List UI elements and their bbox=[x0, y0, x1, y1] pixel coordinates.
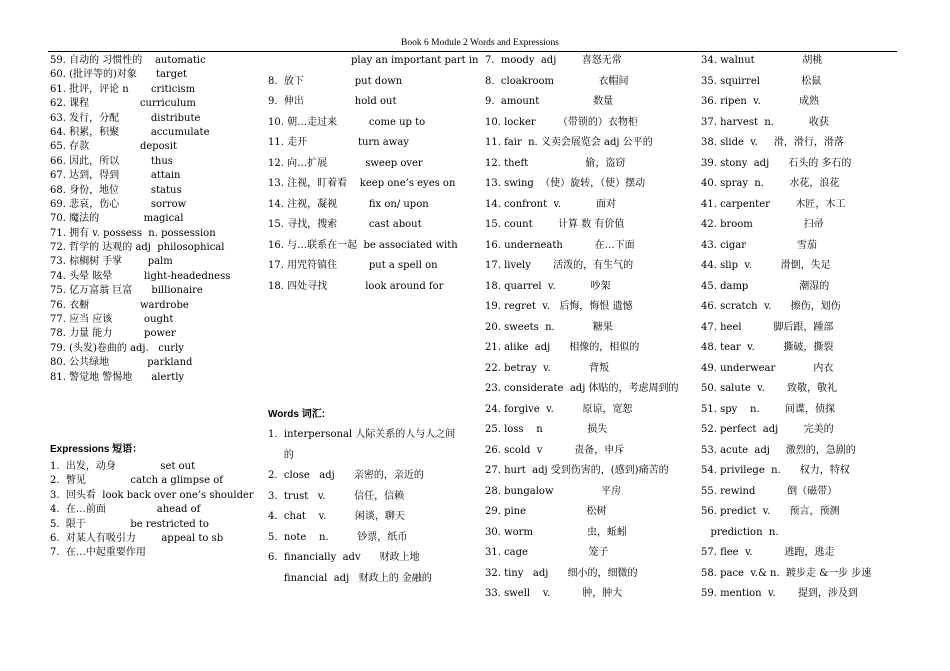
vocab-entry: 36. ripen v. 成熟 bbox=[701, 96, 819, 107]
column-3 bbox=[485, 51, 690, 605]
vocab-entry: 1. interpersonal 人际关系的人与人之间 bbox=[268, 429, 456, 440]
vocab-entry: 60. (批评等的)对象 target bbox=[50, 69, 188, 81]
vocab-entry: 28. bungalow 平房 bbox=[485, 485, 622, 497]
vocab-entry: 77. 应当 应该 ought bbox=[50, 314, 174, 326]
vocab-entry: 14. confront v. 面对 bbox=[485, 198, 617, 210]
expression-list-part-2 bbox=[268, 72, 473, 298]
vocab-entry: 64. 积累，积聚 accumulate bbox=[50, 126, 210, 138]
expression-entry: 5. 限于 be restricted to bbox=[50, 518, 209, 530]
vocab-entry: 79. (头发)卷曲的 adj. curly bbox=[50, 342, 184, 354]
vocab-entry: 39. stony adj 石头的 多石的 bbox=[701, 157, 852, 169]
vocab-entry: 8. cloakroom 衣帽间 bbox=[485, 75, 629, 87]
vocab-entry: 49. underwear 内衣 bbox=[701, 362, 834, 374]
expression-entry: 11. 走开 turn away bbox=[268, 137, 409, 148]
vocab-entry: 56. predict v. 预言，预测 bbox=[701, 506, 840, 517]
vocab-entry: 18. quarrel v. 吵架 bbox=[485, 280, 611, 292]
vocab-entry: 66. 因此，所以 thus bbox=[50, 155, 173, 167]
vocab-entry: 81. 警觉地 警惕地 alertly bbox=[50, 371, 185, 383]
vocab-entry: 55. rewind 倒（磁带） bbox=[701, 485, 838, 497]
expression-entry: 4. 在…前面 ahead of bbox=[50, 504, 201, 516]
vocab-entry: 17. lively 活泼的，有生气的 bbox=[485, 260, 634, 271]
expression-entry: 13. 注视，盯着看 keep one’s eyes on bbox=[268, 178, 456, 189]
expression-entry: 6. 对某人有吸引力 appeal to sb bbox=[50, 532, 224, 544]
vocab-entry: 42. broom 扫帚 bbox=[701, 219, 824, 230]
vocab-entry: 的 bbox=[268, 449, 294, 461]
vocab-entry: 12. theft 偷，盗窃 bbox=[485, 157, 626, 169]
expression-entry: 10. 朝…走过来 come up to bbox=[268, 116, 426, 128]
vocab-entry: 29. pine 松树 bbox=[485, 506, 607, 517]
expression-entry: 16. 与…联系在一起 be associated with bbox=[268, 239, 458, 251]
words-heading: Words 词汇: bbox=[268, 409, 326, 420]
vocab-entry: 80. 公共绿地 parkland bbox=[50, 357, 193, 369]
vocab-entry: 35. squirrel 松鼠 bbox=[701, 75, 822, 87]
vocab-entry: financial adj 财政上的 金融的 bbox=[268, 572, 432, 584]
vocab-entry: 16. underneath 在…下面 bbox=[485, 239, 635, 251]
vocab-entry: 65. 存款 deposit bbox=[50, 141, 178, 153]
vocab-entry: 10. locker （带锁的）衣物柜 bbox=[485, 116, 638, 128]
vocab-entry: 63. 发行，分配 distribute bbox=[50, 112, 201, 124]
word-list-part-2b bbox=[701, 51, 901, 605]
vocab-entry: 72. 哲学的 达观的 adj philosophical bbox=[50, 242, 225, 254]
vocab-entry: 20. sweets n. 糖果 bbox=[485, 321, 613, 333]
vocab-entry: 15. count 计算 数 有价值 bbox=[485, 219, 625, 230]
expression-list-part-1 bbox=[50, 460, 260, 561]
expression-entry: 17. 用咒符镇住 put a spell on bbox=[268, 260, 438, 271]
vocab-entry: 7. moody adj 喜怒无常 bbox=[485, 55, 622, 66]
vocab-entry: 34. walnut 胡桃 bbox=[701, 55, 823, 66]
vocab-entry: 37. harvest n. 收获 bbox=[701, 116, 829, 128]
vocab-entry: 74. 头晕 眩晕 light-headedness bbox=[50, 270, 231, 282]
vocab-entry: 46. scratch v. 擦伤，划伤 bbox=[701, 301, 841, 312]
vocab-entry: 58. pace v.& n. 踱步走 &一步 步速 bbox=[701, 567, 872, 579]
expression-entry: 2. 瞥见 catch a glimpse of bbox=[50, 475, 223, 487]
vocab-entry: 11. fair n. 义卖会展览会 adj 公平的 bbox=[485, 137, 653, 148]
vocab-entry: prediction n. bbox=[701, 526, 779, 538]
expression-entry: 1. 出发，动身 set out bbox=[50, 460, 196, 472]
page-header: Book 6 Module 2 Words and Expressions bbox=[401, 38, 559, 48]
vocab-entry: 21. alike adj 相像的，相似的 bbox=[485, 342, 640, 353]
vocab-entry: 9. amount 数量 bbox=[485, 96, 614, 107]
vocab-entry: 51. spy n. 间谍，侦探 bbox=[701, 403, 836, 415]
vocab-entry: 50. salute v. 致敬，敬礼 bbox=[701, 383, 838, 394]
column-1 bbox=[50, 54, 260, 561]
vocab-entry: 59. mention v. 提到，涉及到 bbox=[701, 588, 858, 599]
vocab-entry: 52. perfect adj 完美的 bbox=[701, 424, 834, 435]
expression-entry: 14. 注视，凝视 fix on/ upon bbox=[268, 198, 429, 210]
vocab-entry: 70. 魔法的 magical bbox=[50, 213, 184, 225]
vocab-entry: 30. worm 虫，蚯蚓 bbox=[485, 526, 627, 538]
vocab-entry: 78. 力量 能力 power bbox=[50, 328, 176, 340]
vocab-entry: 61. 批评，评论 n criticism bbox=[50, 83, 196, 95]
vocab-entry: 73. 棕榈树 手掌 palm bbox=[50, 256, 173, 268]
vocab-entry: 38. slide v. 滑，滑行，滑落 bbox=[701, 137, 844, 148]
expressions-heading: Expressions 短语： bbox=[50, 443, 143, 455]
vocab-entry: 25. loss n 损失 bbox=[485, 424, 608, 435]
expression-entry: 12. 向…扩展 sweep over bbox=[268, 157, 423, 169]
vocab-entry: 68. 身份，地位 status bbox=[50, 184, 182, 196]
vocab-entry: 54. privilege n. 权力，特权 bbox=[701, 465, 850, 476]
word-list-part-2a bbox=[485, 51, 690, 605]
vocab-entry: 23. considerate adj 体贴的，考虑周到的 bbox=[485, 383, 679, 394]
word-list-part-3 bbox=[50, 54, 260, 385]
vocab-entry: 24. forgive v. 原谅，宽恕 bbox=[485, 403, 633, 415]
vocab-entry: 19. regret v. 后悔，悔恨 遗憾 bbox=[485, 301, 633, 312]
vocab-entry: 26. scold v 责备，申斥 bbox=[485, 444, 625, 456]
vocab-entry: 53. acute adj 激烈的，急剧的 bbox=[701, 444, 856, 456]
expression-entry: 7. 在…中起重要作用 bbox=[50, 547, 146, 559]
expression-entry: 3. 回头看 look back over one’s shoulder bbox=[50, 489, 254, 501]
expression-continuation: play an important part in bbox=[351, 55, 479, 66]
vocab-entry: 62. 课程 curriculum bbox=[50, 98, 196, 110]
vocab-entry: 47. heel 脚后跟，踵部 bbox=[701, 321, 834, 333]
vocab-entry: 44. slip v. 滑倒，失足 bbox=[701, 260, 831, 271]
vocab-entry: 33. swell v. 肿，肿大 bbox=[485, 588, 623, 599]
expression-entry: 18. 四处寻找 look around for bbox=[268, 280, 444, 292]
vocab-entry: 57. flee v. 逃跑，逃走 bbox=[701, 547, 835, 558]
vocab-entry: 45. damp 潮湿的 bbox=[701, 280, 830, 292]
vocab-entry: 5. note n. 钞票，纸币 bbox=[268, 531, 408, 543]
vocab-entry: 69. 悲哀，伤心 sorrow bbox=[50, 198, 187, 210]
vocab-entry: 31. cage 笼子 bbox=[485, 547, 609, 558]
vocab-entry: 32. tiny adj 细小的，细微的 bbox=[485, 567, 638, 579]
expression-entry: 8. 放下 put down bbox=[268, 75, 403, 87]
vocab-entry: 59. 自动的 习惯性的 automatic bbox=[50, 55, 206, 66]
vocab-entry: 67. 达到，得到 attain bbox=[50, 170, 181, 182]
vocab-entry: 48. tear v. 撕破，撕裂 bbox=[701, 342, 834, 353]
vocab-entry: 2. close adj 亲密的，亲近的 bbox=[268, 470, 424, 481]
expression-entry: 15. 寻找，搜索 cast about bbox=[268, 219, 422, 230]
vocab-entry: 76. 衣橱 wardrobe bbox=[50, 299, 189, 311]
vocab-entry: 41. carpenter 木匠，木工 bbox=[701, 198, 846, 210]
vocab-entry: 71. 拥有 v. possess n. possession bbox=[50, 227, 216, 239]
vocab-entry: 3. trust v. 信任，信赖 bbox=[268, 490, 405, 502]
column-4 bbox=[701, 51, 901, 605]
vocab-entry: 22. betray v. 背叛 bbox=[485, 362, 609, 374]
vocab-entry: 4. chat v. 闲谈，聊天 bbox=[268, 511, 405, 522]
word-list-part-1 bbox=[268, 425, 473, 589]
column-2 bbox=[268, 51, 479, 589]
vocab-entry: 13. swing （使）旋转，（使）摆动 bbox=[485, 178, 646, 189]
vocab-entry: 27. hurt adj 受到伤害的，(感到)痛苦的 bbox=[485, 465, 669, 476]
expression-entry: 9. 伸出 hold out bbox=[268, 96, 397, 107]
vocab-entry: 75. 亿万富翁 巨富 billionaire bbox=[50, 285, 203, 297]
vocab-entry: 43. cigar 雪茄 bbox=[701, 239, 817, 251]
vocab-entry: 40. spray n. 水花，浪花 bbox=[701, 178, 840, 189]
vocab-entry: 6. financially adv 财政上地 bbox=[268, 552, 420, 563]
